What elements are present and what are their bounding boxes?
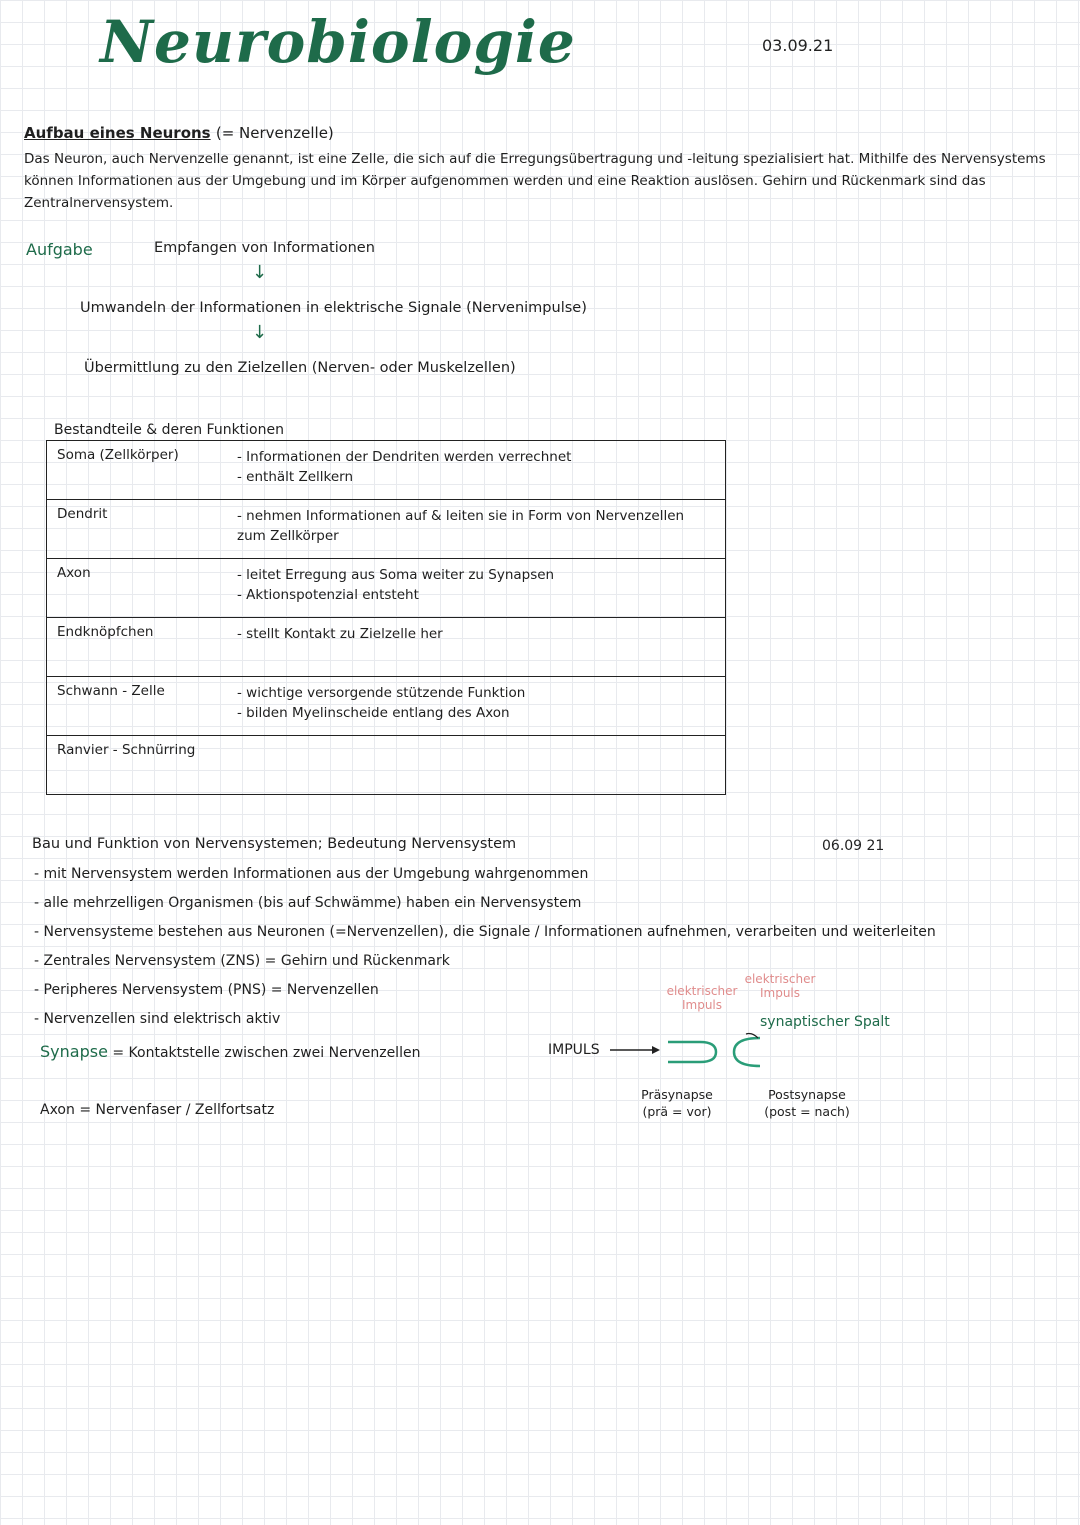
parts-heading: Bestandteile & deren Funktionen (54, 422, 284, 438)
parts-table (46, 440, 726, 795)
list-item: - Nervenzellen sind elektrisch aktiv (34, 1005, 1044, 1034)
part-function: - wichtige versorgende stützende Funktion - bilden Myelinscheide entlang des Axon (227, 677, 726, 736)
postsynapse-label (752, 1086, 862, 1120)
part-function: - nehmen Informationen auf & leiten sie in Form von Nervenzellen zum Zellkörper (227, 500, 726, 559)
section2-bullets (34, 860, 1044, 1034)
impuls-arrow-head (652, 1046, 660, 1054)
section1-heading (24, 124, 334, 142)
presynapse-shape (668, 1042, 716, 1062)
presynapse-text: Präsynapse (641, 1087, 713, 1102)
parts-table-wrapper (46, 440, 726, 795)
part-name: Dendrit (47, 500, 228, 559)
synapse-def-text: = Kontaktstelle zwischen zwei Nervenzellen (112, 1045, 421, 1061)
part-name: Endknöpfchen (47, 618, 228, 677)
part-function: - Informationen der Dendriten werden verrechnet - enthält Zellkern (227, 441, 726, 500)
impuls-label: IMPULS (548, 1042, 600, 1058)
list-item: - mit Nervensystem werden Informationen aus der Umgebung wahrgenommen (34, 860, 1044, 889)
synapse-diagram (600, 1030, 800, 1080)
part-name: Schwann - Zelle (47, 677, 228, 736)
arrow-down-icon: ↓ (252, 262, 268, 283)
task-label: Aufgabe (26, 240, 93, 259)
list-item: - Peripheres Nervensystem (PNS) = Nervenzellen (34, 976, 1044, 1005)
synapse-definition (40, 1042, 420, 1061)
part-function (227, 736, 726, 795)
task-step-2: Umwandeln der Informationen in elektrische Signale (Nervenimpulse) (80, 300, 587, 316)
list-item: - Nervensysteme bestehen aus Neuronen (=Nervenzellen), die Signale / Informationen aufnehmen, verarbeiten und weiterleiten (34, 918, 1044, 947)
postsynapse-text: Postsynapse (768, 1087, 846, 1102)
postsynapse-note: (post = nach) (764, 1104, 850, 1119)
part-function: - stellt Kontakt zu Zielzelle her (227, 618, 726, 677)
section1-paragraph: Das Neuron, auch Nervenzelle genannt, ist eine Zelle, die sich auf die Erregungsübertragung und -leitung spezialisiert hat. Mithilfe des Nervensystems können Informationen aus der Umgebung und im Körper aufgenommen werden und eine Reaktion auslösen. Gehirn und Rückenmark sind das Zentralnervensystem. (24, 151, 1046, 211)
part-function: - leitet Erregung aus Soma weiter zu Synapsen - Aktionspotenzial entsteht (227, 559, 726, 618)
table-row (47, 736, 726, 795)
list-item: - alle mehrzelligen Organismen (bis auf Schwämme) haben ein Nervensystem (34, 889, 1044, 918)
section1-heading-suffix: (= Nervenzelle) (215, 124, 334, 142)
gap-label (760, 1014, 890, 1030)
axon-definition: Axon = Nervenfaser / Zellfortsatz (40, 1102, 275, 1118)
table-row (47, 441, 726, 500)
table-row (47, 500, 726, 559)
page-title: Neurobiologie (100, 8, 576, 76)
list-item: - Zentrales Nervensystem (ZNS) = Gehirn und Rückenmark (34, 947, 1044, 976)
part-name: Ranvier - Schnürring (47, 736, 228, 795)
date-2: 06.09 21 (822, 838, 885, 854)
part-name: Soma (Zellkörper) (47, 441, 228, 500)
arrow-down-icon: ↓ (252, 322, 268, 343)
part-name: Axon (47, 559, 228, 618)
table-row (47, 618, 726, 677)
table-row (47, 677, 726, 736)
synapse-term: Synapse (40, 1042, 108, 1061)
presynapse-label (632, 1086, 722, 1120)
presynapse-note: (prä = vor) (642, 1104, 712, 1119)
table-row (47, 559, 726, 618)
task-step-1: Empfangen von Informationen (154, 240, 375, 256)
postsynapse-shape (734, 1038, 760, 1066)
gap-label-text: synaptischer Spalt (760, 1014, 890, 1030)
section1-heading-main: Aufbau eines Neurons (24, 124, 211, 142)
task-step-3: Übermittlung zu den Zielzellen (Nerven- oder Muskelzellen) (84, 360, 516, 376)
elec-impuls-label-2: elektrischer Impuls (744, 972, 816, 1000)
elec-impuls-label-1: elektrischer Impuls (666, 984, 738, 1012)
section2-heading: Bau und Funktion von Nervensystemen; Bedeutung Nervensystem (32, 836, 517, 852)
date-1: 03.09.21 (762, 36, 834, 55)
